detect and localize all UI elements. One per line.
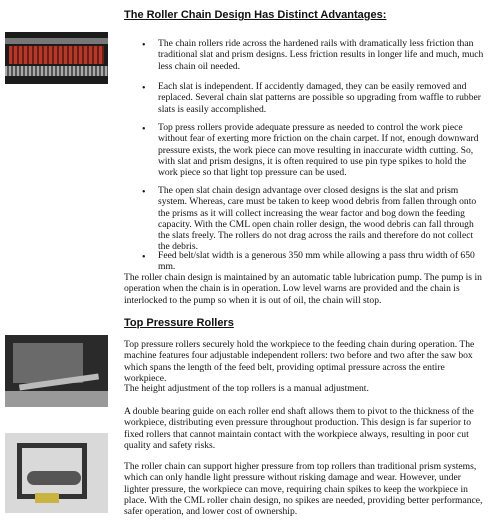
bullet-item-2: Each slat is independent. If accidently damaged, they can be easily removed and replaced. Several chain slat patterns are possible so upgrading from waffle to rubber slats is easily accomplished. — [158, 81, 481, 115]
bullet-marker: • — [142, 187, 146, 198]
roller-chain-photo — [5, 32, 108, 84]
section1-heading: The Roller Chain Design Has Distinct Advantages: — [124, 9, 387, 21]
lubrication-paragraph: The roller chain design is maintained by an automatic table lubrication pump. The pump is in operation when the chain is in operation. Low level warns are provided and the chain is interlocked to the pump so when it is out of oil, the chain will stop. — [124, 272, 482, 306]
top-rollers-paragraph-3: A double bearing guide on each roller end shaft allows them to pivot to the thickness of the workpiece, distributing even pressure throughout production. This design is far superior to fixed rollers that cannot maintain contact with the workpiece always, resulting in poor cut quality and safety risks. — [124, 406, 474, 451]
bullet-item-1: The chain rollers ride across the hardened rails with dramatically less friction than traditional slat and prism designs. Less friction results in longer life and much, much less chain oil needed. — [158, 38, 484, 72]
bullet-marker: • — [142, 252, 146, 263]
bullet-item-4: The open slat chain design advantage over closed designs is the slat and prism system. Whereas, care must be taken to keep wood debris from fallen through onto the prisms as it will collect increasing the wear factor and bog down the feeding capacity. With the CML open chain roller design, the wood debris can fall through the slats freely. The rollers do not drag across the rails and therefore do not collect the debris. — [158, 185, 477, 253]
top-roller-photo — [5, 335, 108, 407]
top-rollers-paragraph-4: The roller chain can support higher pressure from top rollers than traditional prism systems, which can only handle light pressure without risking damage and wear. However, under lighter pressure, the workpiece can move, requiring chain spikes to keep the workpiece in place. With the CML roller chain design, no spikes are needed, providing better performance, safer operation, and lower cost of ownership. — [124, 461, 483, 518]
bullet-item-5: Feed belt/slat width is a generous 350 mm while allowing a pass thru width of 650 mm. — [158, 250, 475, 273]
top-rollers-paragraph-2: The height adjustment of the top rollers is a manual adjustment. — [124, 383, 369, 394]
top-rollers-paragraph-1: Top pressure rollers securely hold the workpiece to the feeding chain during operation. The machine features four adjustable independent rollers: two before and two after the saw box which spans the length of the feed belt, providing optimal pressure across the entire workpiece. — [124, 339, 475, 384]
roller-guide-photo — [5, 433, 108, 513]
section2-heading: Top Pressure Rollers — [124, 317, 234, 329]
bullet-marker: • — [142, 124, 146, 135]
bullet-marker: • — [142, 40, 146, 51]
bullet-item-3: Top press rollers provide adequate pressure as needed to control the work piece without fear of exerting more friction on the chain carpet. If not, enough downward pressure exists, the work piece can move resulting in inaccurate width cutting. So, with slat and prism designs, it is often required to use pin type spikes to hold the work piece so that light top pressure can be used. — [158, 122, 479, 179]
bullet-marker: • — [142, 83, 146, 94]
